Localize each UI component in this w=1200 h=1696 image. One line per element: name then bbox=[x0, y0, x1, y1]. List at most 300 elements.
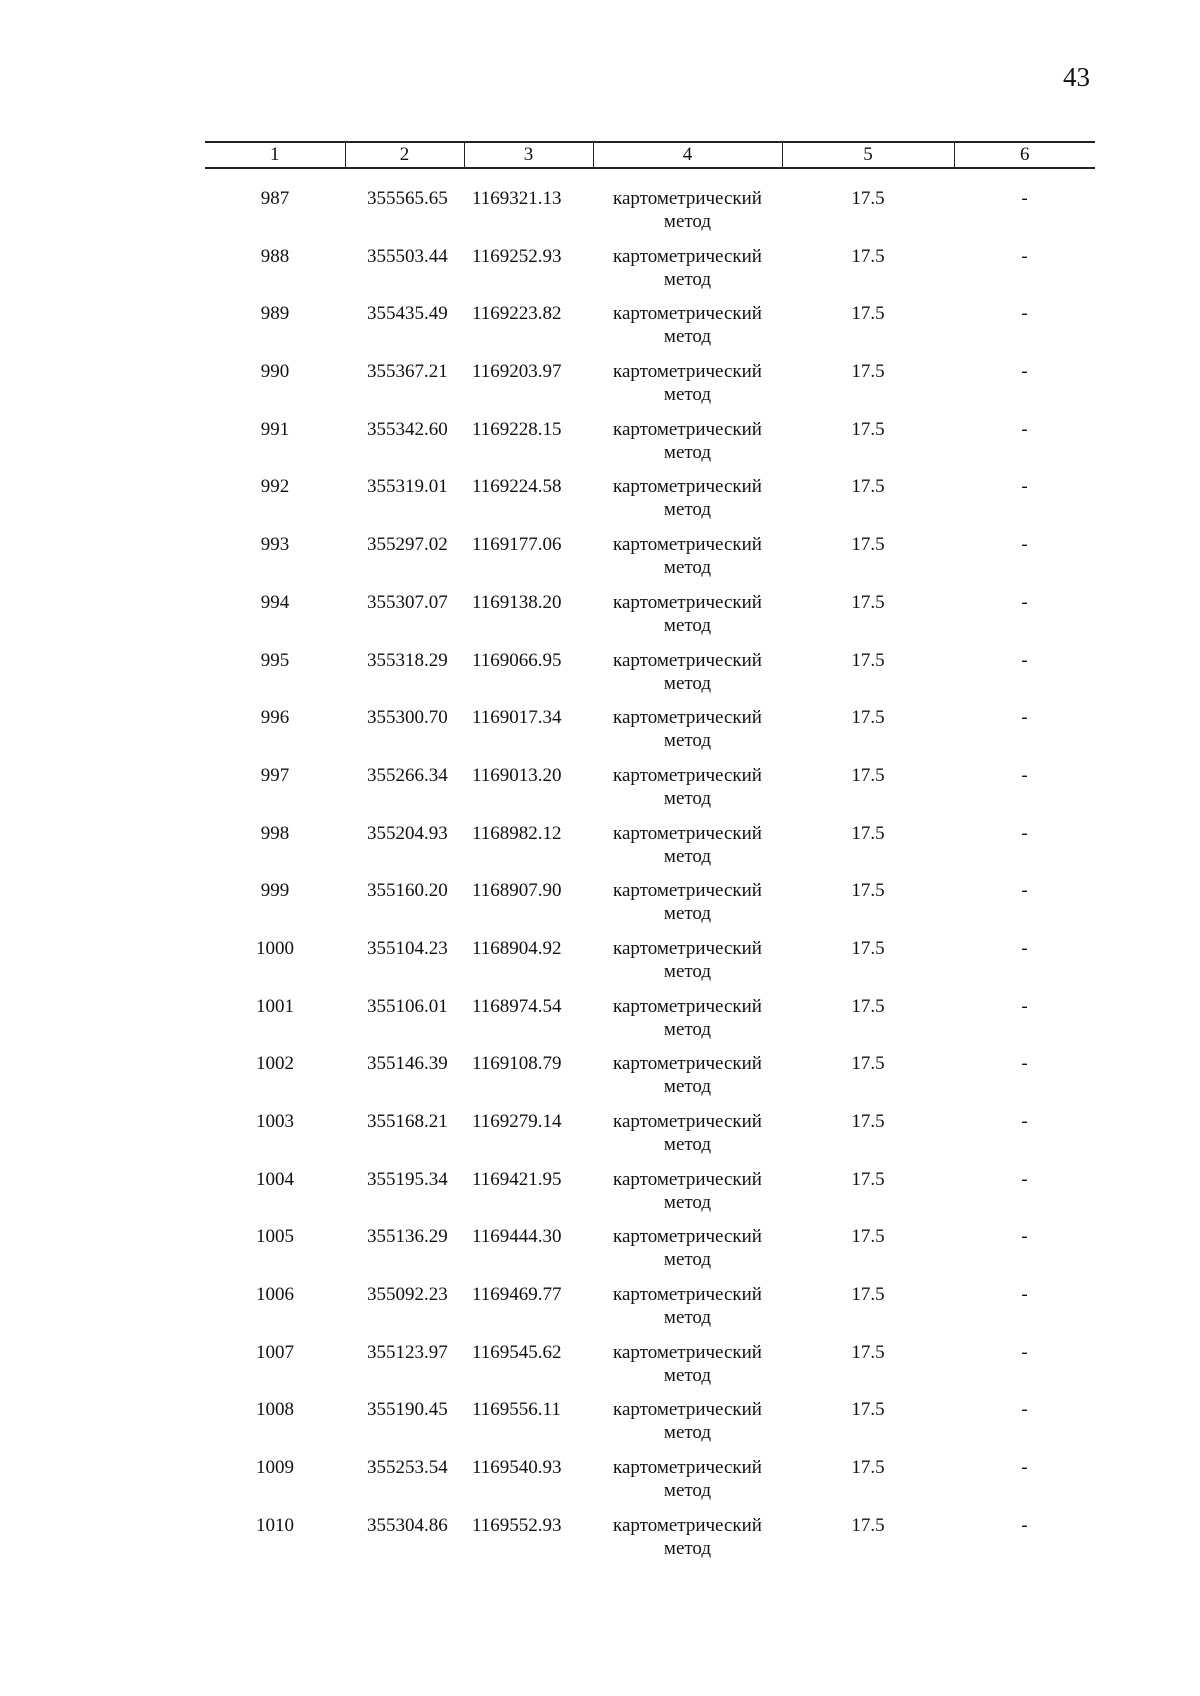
method-cell-text: картометрический метод bbox=[613, 1457, 762, 1502]
y-coordinate-cell-text: 1168904.92 bbox=[472, 937, 562, 959]
x-coordinate-cell bbox=[345, 1110, 464, 1168]
y-coordinate-cell-text: 1169177.06 bbox=[472, 534, 562, 556]
method-cell-text: картометрический метод bbox=[613, 361, 762, 406]
table-row bbox=[205, 533, 1095, 591]
accuracy-cell-text: 17.5 bbox=[851, 303, 885, 325]
point-number-cell bbox=[205, 168, 345, 245]
x-coordinate-cell bbox=[345, 822, 464, 880]
note-cell-text: - bbox=[1021, 707, 1028, 729]
table-row bbox=[205, 360, 1095, 418]
note-cell-text: - bbox=[1021, 591, 1028, 613]
point-number-cell bbox=[205, 995, 345, 1053]
point-number-cell-text: 1006 bbox=[256, 1284, 294, 1306]
method-cell-text: картометрический метод bbox=[613, 764, 762, 809]
note-cell bbox=[954, 533, 1095, 591]
method-cell-text: картометрический метод bbox=[613, 649, 762, 694]
column-header-4: 4 bbox=[593, 142, 782, 168]
y-coordinate-cell bbox=[464, 649, 593, 707]
y-coordinate-cell-text: 1168907.90 bbox=[472, 880, 562, 902]
method-cell-text: картометрический метод bbox=[613, 476, 762, 521]
x-coordinate-cell-text: 355092.23 bbox=[367, 1284, 448, 1306]
note-cell bbox=[954, 418, 1095, 476]
point-number-cell bbox=[205, 1110, 345, 1168]
method-cell bbox=[593, 533, 782, 591]
note-cell bbox=[954, 475, 1095, 533]
note-cell-text: - bbox=[1021, 1399, 1028, 1421]
accuracy-cell-text: 17.5 bbox=[851, 1168, 885, 1190]
x-coordinate-cell bbox=[345, 245, 464, 303]
method-cell bbox=[593, 937, 782, 995]
x-coordinate-cell-text: 355307.07 bbox=[367, 591, 448, 613]
accuracy-cell-text: 17.5 bbox=[851, 476, 885, 498]
y-coordinate-cell-text: 1169444.30 bbox=[472, 1226, 562, 1248]
x-coordinate-cell-text: 355204.93 bbox=[367, 822, 448, 844]
method-cell bbox=[593, 1341, 782, 1399]
table-row bbox=[205, 245, 1095, 303]
x-coordinate-cell-text: 355435.49 bbox=[367, 303, 448, 325]
x-coordinate-cell-text: 355190.45 bbox=[367, 1399, 448, 1421]
method-cell bbox=[593, 879, 782, 937]
note-cell-text: - bbox=[1021, 649, 1028, 671]
y-coordinate-cell bbox=[464, 764, 593, 822]
accuracy-cell-text: 17.5 bbox=[851, 1053, 885, 1075]
table-row bbox=[205, 764, 1095, 822]
accuracy-cell bbox=[782, 764, 954, 822]
method-cell-text: картометрический метод bbox=[613, 188, 762, 232]
method-cell bbox=[593, 168, 782, 245]
table-row bbox=[205, 302, 1095, 360]
note-cell-text: - bbox=[1021, 1053, 1028, 1075]
method-cell bbox=[593, 1398, 782, 1456]
column-header-5: 5 bbox=[782, 142, 954, 168]
method-cell-text: картометрический метод bbox=[613, 534, 762, 579]
note-cell-text: - bbox=[1021, 188, 1028, 209]
table-row bbox=[205, 1514, 1095, 1572]
note-cell bbox=[954, 879, 1095, 937]
point-number-cell-text: 990 bbox=[260, 361, 290, 383]
method-cell bbox=[593, 649, 782, 707]
x-coordinate-cell-text: 355318.29 bbox=[367, 649, 448, 671]
point-number-cell-text: 987 bbox=[260, 188, 290, 209]
y-coordinate-cell-text: 1168982.12 bbox=[472, 822, 562, 844]
note-cell-text: - bbox=[1021, 1341, 1028, 1363]
point-number-cell bbox=[205, 649, 345, 707]
x-coordinate-cell bbox=[345, 1398, 464, 1456]
point-number-cell-text: 992 bbox=[260, 476, 290, 498]
column-header-3: 3 bbox=[464, 142, 593, 168]
y-coordinate-cell bbox=[464, 1341, 593, 1399]
table-row bbox=[205, 879, 1095, 937]
note-cell bbox=[954, 995, 1095, 1053]
y-coordinate-cell-text: 1169138.20 bbox=[472, 591, 562, 613]
accuracy-cell bbox=[782, 706, 954, 764]
page-number: 43 bbox=[1063, 62, 1090, 92]
column-header-1: 1 bbox=[205, 142, 345, 168]
y-coordinate-cell bbox=[464, 302, 593, 360]
method-cell-text: картометрический метод bbox=[613, 880, 762, 925]
point-number-cell-text: 998 bbox=[260, 822, 290, 844]
point-number-cell bbox=[205, 1283, 345, 1341]
note-cell-text: - bbox=[1021, 1457, 1028, 1479]
method-cell bbox=[593, 1110, 782, 1168]
point-number-cell bbox=[205, 879, 345, 937]
accuracy-cell bbox=[782, 1052, 954, 1110]
point-number-cell-text: 994 bbox=[260, 591, 290, 613]
table-row bbox=[205, 649, 1095, 707]
point-number-cell-text: 1005 bbox=[256, 1226, 294, 1248]
point-number-cell bbox=[205, 1341, 345, 1399]
method-cell bbox=[593, 995, 782, 1053]
accuracy-cell-text: 17.5 bbox=[851, 1399, 885, 1421]
note-cell bbox=[954, 245, 1095, 303]
method-cell bbox=[593, 475, 782, 533]
method-cell bbox=[593, 1168, 782, 1226]
y-coordinate-cell bbox=[464, 533, 593, 591]
note-cell-text: - bbox=[1021, 764, 1028, 786]
y-coordinate-cell-text: 1169017.34 bbox=[472, 707, 562, 729]
point-number-cell bbox=[205, 822, 345, 880]
x-coordinate-cell-text: 355367.21 bbox=[367, 361, 448, 383]
x-coordinate-cell bbox=[345, 1456, 464, 1514]
point-number-cell bbox=[205, 1456, 345, 1514]
note-cell bbox=[954, 1341, 1095, 1399]
y-coordinate-cell bbox=[464, 1110, 593, 1168]
accuracy-cell bbox=[782, 879, 954, 937]
note-cell-text: - bbox=[1021, 880, 1028, 902]
note-cell-text: - bbox=[1021, 303, 1028, 325]
point-number-cell bbox=[205, 1225, 345, 1283]
x-coordinate-cell-text: 355266.34 bbox=[367, 764, 448, 786]
method-cell bbox=[593, 245, 782, 303]
column-header-6: 6 bbox=[954, 142, 1095, 168]
note-cell bbox=[954, 706, 1095, 764]
y-coordinate-cell-text: 1169421.95 bbox=[472, 1168, 562, 1190]
y-coordinate-cell bbox=[464, 168, 593, 245]
accuracy-cell-text: 17.5 bbox=[851, 591, 885, 613]
accuracy-cell bbox=[782, 475, 954, 533]
y-coordinate-cell bbox=[464, 822, 593, 880]
method-cell-text: картометрический метод bbox=[613, 1341, 762, 1386]
x-coordinate-cell bbox=[345, 995, 464, 1053]
point-number-cell-text: 996 bbox=[260, 707, 290, 729]
method-cell bbox=[593, 1514, 782, 1572]
accuracy-cell bbox=[782, 1514, 954, 1572]
x-coordinate-cell bbox=[345, 360, 464, 418]
table-row bbox=[205, 1398, 1095, 1456]
accuracy-cell-text: 17.5 bbox=[851, 937, 885, 959]
point-number-cell bbox=[205, 706, 345, 764]
accuracy-cell bbox=[782, 1283, 954, 1341]
accuracy-cell bbox=[782, 1225, 954, 1283]
point-number-cell bbox=[205, 302, 345, 360]
point-number-cell-text: 989 bbox=[260, 303, 290, 325]
point-number-cell-text: 1008 bbox=[256, 1399, 294, 1421]
method-cell-text: картометрический метод bbox=[613, 822, 762, 867]
note-cell-text: - bbox=[1021, 937, 1028, 959]
accuracy-cell-text: 17.5 bbox=[851, 764, 885, 786]
method-cell-text: картометрический метод bbox=[613, 707, 762, 752]
accuracy-cell bbox=[782, 649, 954, 707]
note-cell-text: - bbox=[1021, 1226, 1028, 1248]
note-cell bbox=[954, 591, 1095, 649]
x-coordinate-cell bbox=[345, 1283, 464, 1341]
note-cell bbox=[954, 649, 1095, 707]
y-coordinate-cell bbox=[464, 879, 593, 937]
table-row bbox=[205, 591, 1095, 649]
note-cell bbox=[954, 168, 1095, 245]
accuracy-cell bbox=[782, 591, 954, 649]
point-number-cell-text: 1002 bbox=[256, 1053, 294, 1075]
accuracy-cell-text: 17.5 bbox=[851, 245, 885, 267]
accuracy-cell-text: 17.5 bbox=[851, 361, 885, 383]
accuracy-cell bbox=[782, 1398, 954, 1456]
note-cell bbox=[954, 1110, 1095, 1168]
point-number-cell bbox=[205, 1398, 345, 1456]
method-cell-text: картометрический метод bbox=[613, 1053, 762, 1098]
y-coordinate-cell bbox=[464, 706, 593, 764]
point-number-cell bbox=[205, 533, 345, 591]
x-coordinate-cell bbox=[345, 533, 464, 591]
y-coordinate-cell bbox=[464, 1168, 593, 1226]
x-coordinate-cell-text: 355136.29 bbox=[367, 1226, 448, 1248]
note-cell bbox=[954, 1456, 1095, 1514]
x-coordinate-cell bbox=[345, 418, 464, 476]
y-coordinate-cell bbox=[464, 245, 593, 303]
table-row bbox=[205, 1225, 1095, 1283]
table-row bbox=[205, 1052, 1095, 1110]
table-row bbox=[205, 822, 1095, 880]
method-cell-text: картометрический метод bbox=[613, 1514, 762, 1559]
point-number-cell bbox=[205, 1514, 345, 1572]
point-number-cell bbox=[205, 591, 345, 649]
point-number-cell bbox=[205, 418, 345, 476]
note-cell-text: - bbox=[1021, 995, 1028, 1017]
note-cell-text: - bbox=[1021, 418, 1028, 440]
table-row bbox=[205, 1456, 1095, 1514]
y-coordinate-cell-text: 1169545.62 bbox=[472, 1341, 562, 1363]
point-number-cell-text: 988 bbox=[260, 245, 290, 267]
x-coordinate-cell-text: 355146.39 bbox=[367, 1053, 448, 1075]
accuracy-cell bbox=[782, 418, 954, 476]
x-coordinate-cell-text: 355319.01 bbox=[367, 476, 448, 498]
table-body bbox=[205, 168, 1095, 1572]
accuracy-cell bbox=[782, 168, 954, 245]
note-cell-text: - bbox=[1021, 1168, 1028, 1190]
y-coordinate-cell bbox=[464, 475, 593, 533]
header-row bbox=[205, 142, 1095, 168]
coordinates-table bbox=[205, 141, 1095, 1572]
x-coordinate-cell-text: 355304.86 bbox=[367, 1514, 448, 1536]
method-cell bbox=[593, 418, 782, 476]
method-cell-text: картометрический метод bbox=[613, 591, 762, 636]
x-coordinate-cell bbox=[345, 1052, 464, 1110]
method-cell-text: картометрический метод bbox=[613, 245, 762, 290]
method-cell bbox=[593, 1225, 782, 1283]
point-number-cell bbox=[205, 1168, 345, 1226]
note-cell-text: - bbox=[1021, 245, 1028, 267]
accuracy-cell-text: 17.5 bbox=[851, 418, 885, 440]
accuracy-cell-text: 17.5 bbox=[851, 649, 885, 671]
method-cell-text: картометрический метод bbox=[613, 418, 762, 463]
note-cell bbox=[954, 1514, 1095, 1572]
note-cell bbox=[954, 1225, 1095, 1283]
y-coordinate-cell bbox=[464, 418, 593, 476]
point-number-cell-text: 997 bbox=[260, 764, 290, 786]
y-coordinate-cell-text: 1169228.15 bbox=[472, 418, 562, 440]
x-coordinate-cell bbox=[345, 1225, 464, 1283]
y-coordinate-cell-text: 1169552.93 bbox=[472, 1514, 562, 1536]
point-number-cell-text: 1003 bbox=[256, 1111, 294, 1132]
accuracy-cell bbox=[782, 360, 954, 418]
point-number-cell-text: 1007 bbox=[256, 1341, 294, 1363]
method-cell bbox=[593, 706, 782, 764]
y-coordinate-cell-text: 1169540.93 bbox=[472, 1457, 562, 1479]
method-cell-text: картометрический метод bbox=[613, 937, 762, 982]
note-cell bbox=[954, 1398, 1095, 1456]
table-row bbox=[205, 418, 1095, 476]
x-coordinate-cell-text: 355123.97 bbox=[367, 1341, 448, 1363]
method-cell-text: картометрический метод bbox=[613, 303, 762, 348]
accuracy-cell-text: 17.5 bbox=[851, 1341, 885, 1363]
accuracy-cell-text: 17.5 bbox=[851, 1284, 885, 1306]
y-coordinate-cell-text: 1168974.54 bbox=[472, 995, 562, 1017]
x-coordinate-cell bbox=[345, 706, 464, 764]
y-coordinate-cell-text: 1169224.58 bbox=[472, 476, 562, 498]
x-coordinate-cell-text: 355503.44 bbox=[367, 245, 448, 267]
point-number-cell bbox=[205, 937, 345, 995]
y-coordinate-cell-text: 1169203.97 bbox=[472, 361, 562, 383]
note-cell-text: - bbox=[1021, 476, 1028, 498]
accuracy-cell-text: 17.5 bbox=[851, 880, 885, 902]
x-coordinate-cell-text: 355160.20 bbox=[367, 880, 448, 902]
method-cell bbox=[593, 302, 782, 360]
y-coordinate-cell-text: 1169223.82 bbox=[472, 303, 562, 325]
accuracy-cell-text: 17.5 bbox=[851, 707, 885, 729]
point-number-cell bbox=[205, 245, 345, 303]
x-coordinate-cell-text: 355300.70 bbox=[367, 707, 448, 729]
note-cell bbox=[954, 1052, 1095, 1110]
x-coordinate-cell-text: 355565.65 bbox=[367, 188, 448, 209]
note-cell-text: - bbox=[1021, 1111, 1028, 1132]
method-cell bbox=[593, 764, 782, 822]
x-coordinate-cell bbox=[345, 475, 464, 533]
x-coordinate-cell-text: 355104.23 bbox=[367, 937, 448, 959]
accuracy-cell-text: 17.5 bbox=[851, 188, 885, 209]
y-coordinate-cell bbox=[464, 1052, 593, 1110]
accuracy-cell-text: 17.5 bbox=[851, 1514, 885, 1536]
note-cell-text: - bbox=[1021, 822, 1028, 844]
y-coordinate-cell-text: 1169469.77 bbox=[472, 1284, 562, 1306]
x-coordinate-cell bbox=[345, 1168, 464, 1226]
x-coordinate-cell bbox=[345, 764, 464, 822]
method-cell-text: картометрический метод bbox=[613, 1399, 762, 1444]
method-cell bbox=[593, 1283, 782, 1341]
note-cell bbox=[954, 937, 1095, 995]
method-cell bbox=[593, 360, 782, 418]
y-coordinate-cell-text: 1169321.13 bbox=[472, 188, 562, 209]
point-number-cell-text: 995 bbox=[260, 649, 290, 671]
table-row bbox=[205, 706, 1095, 764]
accuracy-cell bbox=[782, 995, 954, 1053]
note-cell bbox=[954, 764, 1095, 822]
accuracy-cell-text: 17.5 bbox=[851, 1457, 885, 1479]
y-coordinate-cell-text: 1169252.93 bbox=[472, 245, 562, 267]
y-coordinate-cell-text: 1169108.79 bbox=[472, 1053, 562, 1075]
x-coordinate-cell-text: 355342.60 bbox=[367, 418, 448, 440]
method-cell-text: картометрический метод bbox=[613, 1226, 762, 1271]
accuracy-cell-text: 17.5 bbox=[851, 1226, 885, 1248]
accuracy-cell bbox=[782, 1110, 954, 1168]
x-coordinate-cell bbox=[345, 302, 464, 360]
x-coordinate-cell-text: 355253.54 bbox=[367, 1457, 448, 1479]
point-number-cell-text: 993 bbox=[260, 534, 290, 556]
note-cell bbox=[954, 822, 1095, 880]
y-coordinate-cell-text: 1169066.95 bbox=[472, 649, 562, 671]
note-cell-text: - bbox=[1021, 361, 1028, 383]
point-number-cell-text: 999 bbox=[260, 880, 290, 902]
point-number-cell bbox=[205, 360, 345, 418]
note-cell bbox=[954, 302, 1095, 360]
y-coordinate-cell bbox=[464, 995, 593, 1053]
x-coordinate-cell bbox=[345, 937, 464, 995]
x-coordinate-cell bbox=[345, 1341, 464, 1399]
method-cell-text: картометрический метод bbox=[613, 1111, 762, 1155]
table-row bbox=[205, 995, 1095, 1053]
point-number-cell-text: 1004 bbox=[256, 1168, 294, 1190]
accuracy-cell-text: 17.5 bbox=[851, 534, 885, 556]
accuracy-cell bbox=[782, 822, 954, 880]
method-cell bbox=[593, 591, 782, 649]
method-cell bbox=[593, 1052, 782, 1110]
y-coordinate-cell bbox=[464, 591, 593, 649]
x-coordinate-cell bbox=[345, 649, 464, 707]
table-row bbox=[205, 168, 1095, 245]
y-coordinate-cell bbox=[464, 1398, 593, 1456]
note-cell-text: - bbox=[1021, 534, 1028, 556]
accuracy-cell bbox=[782, 1456, 954, 1514]
x-coordinate-cell-text: 355195.34 bbox=[367, 1168, 448, 1190]
x-coordinate-cell-text: 355106.01 bbox=[367, 995, 448, 1017]
x-coordinate-cell bbox=[345, 1514, 464, 1572]
y-coordinate-cell-text: 1169556.11 bbox=[472, 1399, 561, 1421]
y-coordinate-cell bbox=[464, 360, 593, 418]
note-cell bbox=[954, 1283, 1095, 1341]
table-row bbox=[205, 475, 1095, 533]
table-row bbox=[205, 1341, 1095, 1399]
note-cell bbox=[954, 1168, 1095, 1226]
x-coordinate-cell-text: 355297.02 bbox=[367, 534, 448, 556]
method-cell-text: картометрический метод bbox=[613, 1168, 762, 1213]
note-cell bbox=[954, 360, 1095, 418]
y-coordinate-cell bbox=[464, 937, 593, 995]
y-coordinate-cell bbox=[464, 1514, 593, 1572]
y-coordinate-cell bbox=[464, 1283, 593, 1341]
y-coordinate-cell bbox=[464, 1225, 593, 1283]
table-row bbox=[205, 1283, 1095, 1341]
point-number-cell-text: 1010 bbox=[256, 1514, 294, 1536]
y-coordinate-cell-text: 1169279.14 bbox=[472, 1111, 562, 1132]
table-row bbox=[205, 937, 1095, 995]
accuracy-cell bbox=[782, 245, 954, 303]
table-row bbox=[205, 1110, 1095, 1168]
point-number-cell-text: 991 bbox=[260, 418, 290, 440]
x-coordinate-cell bbox=[345, 168, 464, 245]
x-coordinate-cell bbox=[345, 591, 464, 649]
accuracy-cell-text: 17.5 bbox=[851, 995, 885, 1017]
y-coordinate-cell bbox=[464, 1456, 593, 1514]
x-coordinate-cell bbox=[345, 879, 464, 937]
accuracy-cell bbox=[782, 1341, 954, 1399]
